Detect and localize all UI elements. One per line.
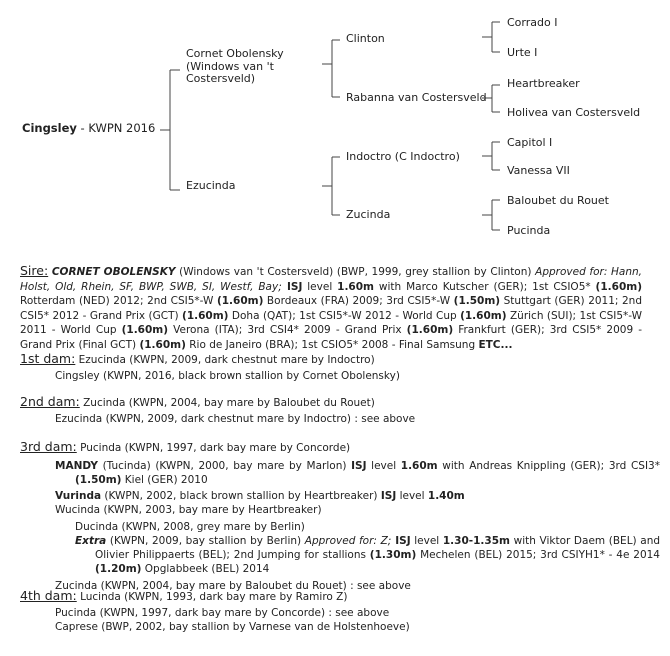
pedigree-gen3-8: Pucinda [507,224,551,237]
sire-label: Sire: [20,263,49,278]
dam1-label: 1st dam: [20,351,76,366]
pedigree-dam-sire: Indoctro (C Indoctro) [346,150,460,163]
pedigree-dam: Ezucinda [186,179,236,192]
sire-name-line-2: (Windows van 't [186,59,274,73]
dam3-head: Pucinda (KWPN, 1997, dark bay mare by Concorde) [76,442,351,454]
sire-etc: ETC... [478,338,513,351]
dam2-section [20,395,660,426]
pedigree-gen3-7: Baloubet du Rouet [507,194,609,207]
pedigree-sire-sire: Clinton [346,32,385,45]
dam3-vurinda: Vurinda (KWPN, 2002, black brown stallion by Heartbreaker) ISJ level 1.40m [55,490,465,502]
pedigree-gen3-2: Urte I [507,46,538,59]
dam2-label: 2nd dam: [20,394,80,409]
pedigree-gen3-1: Corrado I [507,16,558,29]
sire-name-line-3: Costersveld) [186,72,256,85]
dam4-progeny-2: Caprese (BWP, 2002, bay stallion by Varnese van de Holstenhoeve) [55,621,410,633]
pedigree-subject [22,121,155,135]
dam4-head: Lucinda (KWPN, 1993, dark bay mare by Ramiro Z) [76,591,348,603]
sire-name-line-1: Cornet Obolensky [186,47,284,60]
pedigree-gen3-6: Vanessa VII [507,164,570,177]
pedigree-dam-dam: Zucinda [346,208,391,221]
pedigree-gen3-5: Capitol I [507,136,553,149]
dam1-head: Ezucinda (KWPN, 2009, dark chestnut mare by Indoctro) [75,354,375,366]
dam4-section [20,589,660,634]
dam3-mandy: MANDY (Tucinda) (KWPN, 2000, bay mare by Marlon) ISJ level 1.60m with Andreas Knippling (GER); 3rd CSI3* (1.50m) Kiel (GER) 2010 [55,460,660,486]
subject-suffix: - KWPN 2016 [76,121,156,135]
dam2-head: Zucinda (KWPN, 2004, bay mare by Baloubet du Rouet) [79,397,375,409]
dam1-progeny-1: Cingsley (KWPN, 2016, black brown stallion by Cornet Obolensky) [55,370,400,382]
pedigree-sire-dam: Rabanna van Costersveld [346,91,487,104]
dam4-progeny-1: Pucinda (KWPN, 1997, dark bay mare by Concorde) : see above [55,607,390,619]
dam3-extra: Extra (KWPN, 2009, bay stallion by Berlin) Approved for: Z; ISJ level 1.30-1.35m with Viktor Daem (BEL) and Olivier Philippaerts (BEL); 2nd Jumping for stallions (1.30m) Mechelen (BEL) 2015; 3rd CSIYH1* - 4e 2014 (1.20m) Opglabbeek (BEL) 2014 [75,535,661,575]
pedigree-gen3-4: Holivea van Costersveld [507,106,641,119]
dam3-wucinda: Wucinda (KWPN, 2003, bay mare by Heartbreaker) [55,504,322,516]
sire-section: Sire: CORNET OBOLENSKY (Windows van 't Costersveld) (BWP, 1999, grey stallion by Clinton) Approved for: Hann, Holst, Old, Rhein, SF, BWP, SWB, SI, Westf, Bay; ISJ level 1.60m with Marco Kutscher (GER); 1st CSIO5* (1.60m) Rotterdam (NED) 2012; 2nd CSI5*-W (1.60m) Bordeaux (FRA) 2009; 3rd CSI5*-W (1.50m) Stuttgart (GER) 2011; 2nd CSI5* 2012 - Grand Prix (GCT) (1.60m) Doha (QAT); 1st CSI5*-W 2012 - World Cup (1.60m) Zürich (SUI); 1st CSI5*-W 2011 - World Cup (1.60m) Verona (ITA); 3rd CSI4* 2009 - Grand Prix (1.60m) Frankfurt (GER); 3rd CSI5* 2009 - Grand Prix (Final GCT) (1.60m) Rio de Janeiro (BRA); 1st CSIO5* 2008 - Final Samsung ETC... [20,263,643,351]
sire-name: CORNET OBOLENSKY [51,266,176,278]
subject-name: Cingsley [22,121,77,135]
dam2-progeny-1: Ezucinda (KWPN, 2009, dark chestnut mare by Indoctro) : see above [55,413,416,425]
dam1-section [20,352,660,383]
dam3-label: 3rd dam: [20,439,77,454]
dam3-section [20,440,660,593]
dam3-zucinda: Zucinda (KWPN, 2004, bay mare by Baloubet du Rouet) : see above [55,580,411,592]
pedigree-sire [186,48,284,86]
pedigree-gen3-3: Heartbreaker [507,77,580,90]
dam4-label: 4th dam: [20,588,77,603]
dam3-ducinda: Ducinda (KWPN, 2008, grey mare by Berlin) [75,521,305,533]
